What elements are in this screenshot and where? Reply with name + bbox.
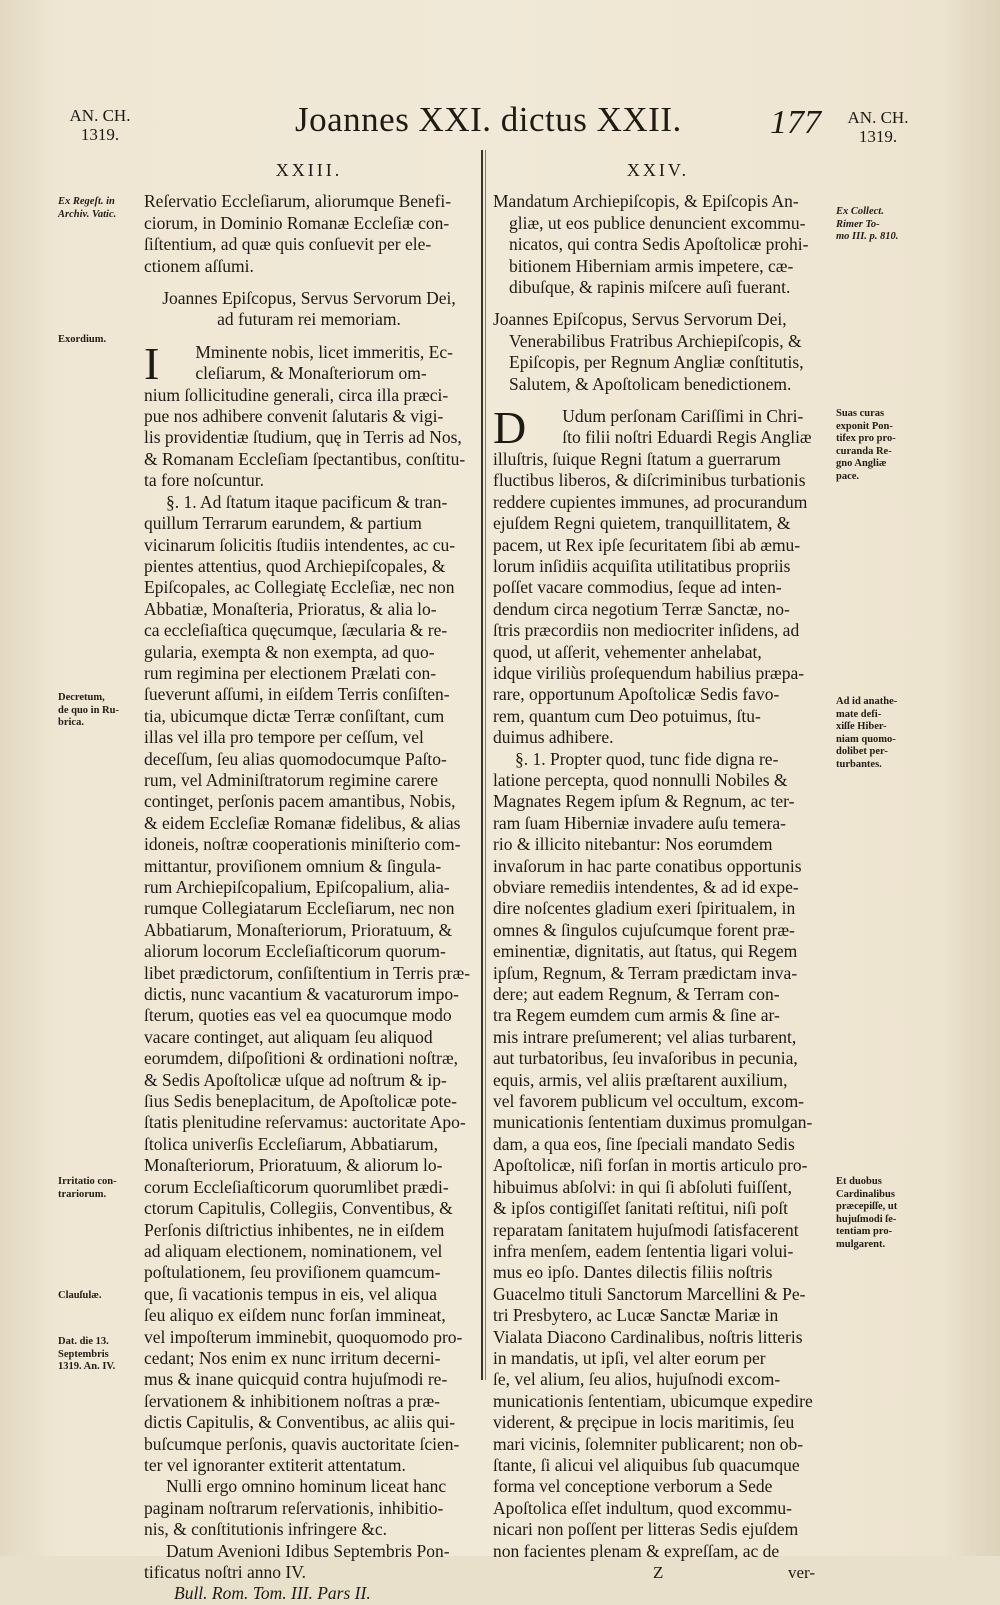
body-line: dire noſcentes gladium exeri ſpiritualem, in <box>493 898 796 919</box>
margin-note-line: Suas curas <box>836 408 885 419</box>
body-line: libet prædictorum, conſiſtentium in Terris præ- <box>144 962 471 983</box>
body-line: & Sedis Apoſtolicæ uſque ad noſtrum & ip- <box>144 1069 447 1090</box>
body-line: rum Archiepiſcopalium, Epiſcopalium, alia- <box>144 877 450 897</box>
summary-line: dibuſque, & rapinis miſcere auſi fuerant. <box>509 277 791 298</box>
margin-note-line: Decretum, <box>58 692 105 703</box>
margin-note-line: curanda Re- <box>836 445 892 457</box>
body-line: lorum inſidiis acquiſita utilitatibus propriis <box>493 555 791 576</box>
margin-note-line: mo III. p. 810. <box>836 231 899 242</box>
body-line: vel impoſterum imminebit, quoquomodo pro- <box>144 1326 463 1347</box>
margin-note-line: dolibet per- <box>836 746 888 757</box>
summary-line: gliæ, ut eos publice denuncient excommu- <box>509 212 806 233</box>
body-line: Guacelmo tituli Sanctorum Marcellini & Pe- <box>493 1283 806 1304</box>
margin-note-line: mulgarent. <box>836 1238 886 1250</box>
summary-right <box>493 191 823 298</box>
body-line: Perſonis diſtrictius inhibentes, ne in eiſdem <box>144 1219 445 1240</box>
margin-note-source-left <box>58 196 140 221</box>
body-line: latione percepta, quod nonnulli Nobiles & <box>493 769 788 790</box>
body-line: ſtolica univerſis Eccleſiarum, Abbatiarum, <box>144 1133 439 1154</box>
body-line: idque viriliùs proſequendum habilius præpa- <box>493 662 805 683</box>
body-line: hibuimus abſolvi: in qui ſi abſoluti fuiſſent, <box>493 1176 792 1197</box>
margin-note-line: Archiv. Vatic. <box>58 208 117 220</box>
margin-note-anathema <box>836 696 936 771</box>
margin-note-line: Ad id anathe- <box>836 696 898 707</box>
body-line: dam, a qua eos, ſine ſpeciali mandato Sedis <box>493 1133 795 1154</box>
summary-line: ſiſtentium, ad quæ quis conſuevit per ele- <box>144 234 432 255</box>
body-line: omnes & ſingulos cujuſcumque forent præ- <box>493 919 795 940</box>
summary-line: Reſervatio Eccleſiarum, aliorumque Benefi- <box>144 191 452 212</box>
margin-note-pax <box>836 408 936 483</box>
header-year-value-left: 1319. <box>80 125 120 144</box>
header-year-value-right: 1319. <box>858 127 898 146</box>
body-line: Abbatiarum, Monaſteriorum, Prioratuum, & <box>144 919 453 940</box>
section-number-right: XXIV. <box>626 160 690 180</box>
margin-note-line: turbantes. <box>836 758 882 770</box>
body-line: cleſiarum, & Monaſteriorum om- <box>195 363 427 384</box>
body-line: Mminente nobis, licet immeritis, Ec- <box>195 341 453 362</box>
body-line: lis providentiæ ſtudium, quę in Terris ad Nos, <box>144 427 462 448</box>
running-title: Joannes XXI. dictus XXII. <box>295 100 682 139</box>
body-line: ctorum Capitulis, Collegiis, Conventibus, & <box>144 1198 453 1219</box>
body-line: obviare remediis intendentes, & ad id expe- <box>493 877 799 897</box>
body-right <box>493 402 823 1562</box>
summary-line: ctionem aſſumi. <box>144 255 254 276</box>
body-line: Udum perſonam Cariſſimi in Chri- <box>562 406 804 427</box>
body-line: nium ſollicitudine generali, circa illa præci- <box>144 384 449 405</box>
margin-note-line: brica. <box>58 717 84 728</box>
body-line: vacare continget, aut aliquam ſeu aliquod <box>144 1026 433 1047</box>
body-line: ſtris præcordiis non mediocriter inſidens, ad <box>493 620 800 641</box>
body-line: pientes attentius, quod Archiepiſcopales, & <box>144 555 446 576</box>
section-number-left: XXIII. <box>275 160 343 180</box>
margin-note-line: Septembris <box>58 1348 109 1360</box>
dropcap-right: D <box>493 402 527 454</box>
body-line: Datum Avenioni Idibus Septembris Pon- <box>166 1540 450 1561</box>
margin-note-irritatio <box>58 1176 140 1201</box>
body-line: Nulli ergo omnino hominum liceat hanc <box>166 1476 447 1497</box>
column-rule-right <box>485 150 486 1380</box>
margin-note-line: xiſſe Hiber- <box>836 721 887 732</box>
body-line: mari vicinis, ſolemniter publicarent; non ob- <box>493 1433 804 1454</box>
salutation-line: ad futuram rei memoriam. <box>217 309 401 330</box>
header-year-left <box>55 106 145 144</box>
body-line: rare, opportunum Apoſtolicæ Sedis favo- <box>493 684 780 705</box>
salutation-line: Salutem, & Apoſtolicam benedictionem. <box>509 373 792 394</box>
body-line: municationis ſententiam, ubicumque expedire <box>493 1390 813 1411</box>
margin-note-line: Dat. die 13. <box>58 1336 109 1347</box>
margin-note-date <box>58 1336 140 1374</box>
summary-line: bitionem Hiberniam armis impetere, cæ- <box>509 255 794 276</box>
body-line: que, ſi vacationis tempus in eis, vel aliqua <box>144 1283 438 1304</box>
body-line: mittantur, proviſionem omnium & ſingula- <box>144 855 442 876</box>
margin-note-exordium <box>58 334 140 347</box>
summary-line: Mandatum Archiepiſcopis, & Epiſcopis An- <box>493 191 799 212</box>
margin-note-line: Clauſulæ. <box>58 1290 102 1301</box>
salutation-line: Epiſcopis, per Regnum Angliæ conſtitutis, <box>509 352 804 373</box>
body-line: ta fore noſcuntur. <box>144 470 265 491</box>
dropcap-left: I <box>144 337 160 389</box>
margin-note-line: Ex Collect. <box>836 206 884 217</box>
page-footer-right <box>493 1562 823 1584</box>
margin-note-line: mate defi- <box>836 708 882 720</box>
body-line: mis intrare preſumerent; vel alias turbarent, <box>493 1026 797 1047</box>
body-line: dictis, nunc vacantium & vacaturorum impo- <box>144 984 459 1005</box>
body-line: municationis ſententiam duximus promulgan- <box>493 1112 813 1133</box>
body-line: Apoſtolica eſſet indultum, quod excommu- <box>493 1497 792 1518</box>
body-line: §. 1. Ad ſtatum itaque pacificum & tran- <box>166 491 448 512</box>
margin-note-decretum <box>58 692 140 730</box>
body-line: paginam noſtrarum reſervationis, inhibitio- <box>144 1497 444 1518</box>
margin-note-line: trariorum. <box>58 1188 107 1200</box>
body-line: Vialata Diacono Cardinalibus, noſtris litteris <box>493 1326 803 1347</box>
header-an-label-right: AN. CH. <box>847 108 909 127</box>
body-line: ſterum, quoties eas vel ea quocumque modo <box>144 1005 452 1026</box>
body-line: eorumdem, diſpoſitioni & ordinationi noſtræ, <box>144 1048 459 1069</box>
body-line: tia, ubicumque dictæ Terræ conſiſtant, cum <box>144 705 445 726</box>
summary-line: ciorum, in Dominio Romanæ Eccleſiæ con- <box>144 212 450 233</box>
body-line: Monaſteriorum, Prioratuum, & aliorum lo- <box>144 1155 443 1176</box>
salutation-left <box>144 288 474 331</box>
margin-note-cardinales <box>836 1176 936 1251</box>
body-line: Abbatiæ, Monaſteria, Prioratus, & alia lo- <box>144 598 437 619</box>
header-year-right <box>828 108 928 146</box>
body-line: eminentiæ, dignitatis, aut ſtatus, qui Regem <box>493 941 798 962</box>
body-line: cedant; Nos enim ex nunc irritum decerni- <box>144 1347 441 1368</box>
right-column <box>493 160 823 1584</box>
body-line: Magnates Regem ipſum & Regnum, ac ter- <box>493 791 795 812</box>
body-left <box>144 337 474 1584</box>
body-line: illuſtris, ſuique Regni ſtatum a guerrarum <box>493 448 781 469</box>
source-left: Bull. Rom. Tom. III. Pars II. <box>174 1583 371 1604</box>
body-line: ſueverunt aſſumi, in eiſdem Terris conſiſten- <box>144 684 450 705</box>
margin-note-line: Ex Regeſt. in <box>58 196 115 207</box>
body-line: illas vel illa pro tempore per ceſſum, vel <box>144 727 424 748</box>
margin-note-line: præcepiſſe, ut <box>836 1201 898 1212</box>
body-line: ter vel ignoranter extiterit attentatum. <box>144 1454 406 1475</box>
body-line: deceſſum, ſeu alias quomodocumque Paſto- <box>144 748 447 769</box>
body-line: ad aliquam electionem, nominationem, vel <box>144 1240 443 1261</box>
body-line: Epiſcopales, ac Collegiatę Eccleſiæ, nec non <box>144 577 455 598</box>
margin-note-line: de quo in Ru- <box>58 704 119 716</box>
margin-note-line: Cardinalibus <box>836 1188 895 1200</box>
body-line: quillum Terrarum earundem, & partium <box>144 513 422 534</box>
body-line: non facientes plenam & expreſſam, ac de <box>493 1540 780 1561</box>
page-number: 177 <box>770 104 821 141</box>
summary-line: nicatos, qui contra Sedis Apoſtolicæ prohi- <box>509 234 809 255</box>
body-line: invaſorum in hac parte conatibus opportunis <box>493 855 802 876</box>
margin-note-line: Irritatio con- <box>58 1176 117 1187</box>
body-line: in mandatis, ut ipſi, vel alter eorum per <box>493 1347 766 1368</box>
body-line: ſius Sedis beneplacitum, de Apoſtolicæ pote- <box>144 1091 458 1112</box>
body-line: ipſum, Regnum, & Terram prædictam inva- <box>493 962 798 983</box>
body-line: mus eo ipſo. Dantes dilectis filiis noſtris <box>493 1262 773 1283</box>
margin-note-line: Exordium. <box>58 334 107 345</box>
body-line: corum Eccleſiaſticorum quorumlibet prædi- <box>144 1176 449 1197</box>
margin-note-line: Rimer To- <box>836 218 880 230</box>
body-line: §. 1. Propter quod, tunc fide digna re- <box>515 748 779 769</box>
margin-note-line: niam quomo- <box>836 733 896 745</box>
body-line: ſervationem & inhibitionem noſtras a præ- <box>144 1390 440 1411</box>
body-line: buſcumque perſonis, quavis auctoritate ſcien- <box>144 1433 460 1454</box>
catchword: ver- <box>788 1563 816 1582</box>
body-line: ſto filii noſtri Eduardi Regis Angliæ <box>562 427 812 448</box>
body-line: dere; aut eadem Regnum, & Terram con- <box>493 984 780 1005</box>
margin-note-line: exponit Pon- <box>836 420 893 432</box>
body-line: fluctibus liberos, & diſcriminibus turbationis <box>493 470 806 491</box>
body-line: reddere cupientes immunes, ad procurandum <box>493 491 808 512</box>
body-line: quod, ut aſſerit, vehementer anhelabat, <box>493 641 762 662</box>
margin-note-line: 1319. An. IV. <box>58 1361 116 1372</box>
body-line: ſe, vel alium, ſeu alios, hujuſnodi excom- <box>493 1369 781 1390</box>
body-line: rum, vel Adminiſtratorum regimine carere <box>144 769 438 790</box>
body-line: dictis Capitulis, & Conventibus, ac aliis qui- <box>144 1412 456 1433</box>
body-line: rum regimina per electionem Prælati con- <box>144 662 437 683</box>
margin-note-clausulae <box>58 1290 140 1303</box>
salutation-right <box>493 309 823 395</box>
column-rule-left <box>481 150 483 1380</box>
body-line: tra Regem eumdem cum armis & ſine ar- <box>493 1005 780 1026</box>
salutation-line: Joannes Epiſcopus, Servus Servorum Dei, <box>162 288 456 309</box>
body-line: continget, perſonis pacem amantibus, Nobis, <box>144 791 456 812</box>
summary-left <box>144 191 474 277</box>
body-line: & ipſos contigiſſet ſanitati reſtitui, niſi poſt <box>493 1198 789 1219</box>
body-line: dendum circa negotium Terræ Sanctæ, no- <box>493 598 790 619</box>
body-line: & Romanam Eccleſiam ſpectantibus, conſtitu- <box>144 448 466 469</box>
body-line: duimus adhibere. <box>493 727 614 748</box>
body-line: infra menſem, eadem ſententia ligari volui- <box>493 1240 794 1261</box>
body-line: nis, & conſtitutionis infringere &c. <box>144 1519 388 1540</box>
body-line: mus & inane quicquid contra hujuſmodi re- <box>144 1369 448 1390</box>
body-line: & eidem Eccleſiæ Romanæ fidelibus, & alias <box>144 812 461 833</box>
body-line: Apoſtolicæ, niſi forſan in mortis articulo pro- <box>493 1155 808 1176</box>
body-line: idoneis, noſtræ cooperationis miniſterio com- <box>144 834 461 855</box>
body-line: nicari non poſſent per litteras Sedis ejuſdem <box>493 1519 799 1540</box>
salutation-line: Joannes Epiſcopus, Servus Servorum Dei, <box>493 309 787 330</box>
body-line: ca eccleſiaſtica quęcumque, ſæcularia & re- <box>144 620 448 641</box>
margin-note-source-right <box>836 206 936 244</box>
body-line: poſſet vacare commodius, ſeque ad inten- <box>493 577 782 598</box>
margin-note-line: pace. <box>836 470 860 482</box>
margin-note-line: gno Angliæ <box>836 458 887 469</box>
body-line: aut turbatoribus, ſeu invaſoribus in pecunia, <box>493 1048 798 1069</box>
body-line: rumque Collegiatarum Eccleſiarum, nec non <box>144 898 455 919</box>
body-line: pacem, ut Rex ipſe ſecuritatem ſibi ab æmu- <box>493 534 801 555</box>
body-line: ejuſdem Regni quietem, tranquillitatem, & <box>493 513 791 534</box>
body-line: ram ſuam Hiberniæ invadere auſu temera- <box>493 812 787 833</box>
body-line: vel favorem publicum vel occultum, excom- <box>493 1091 805 1112</box>
body-line: gularia, exempta & non exempta, ad quo- <box>144 641 435 662</box>
margin-note-line: tentiam pro- <box>836 1226 893 1237</box>
body-line: rem, quantum cum Deo potuimus, ſtu- <box>493 705 761 726</box>
left-column <box>144 160 474 1605</box>
body-line: aliorum locorum Eccleſiaſticorum quorum- <box>144 941 446 962</box>
margin-note-line: hujuſmodi ſe- <box>836 1213 897 1225</box>
body-line: tificatus noſtri anno IV. <box>144 1562 307 1582</box>
header-an-label-left: AN. CH. <box>69 106 131 125</box>
salutation-line: Venerabilibus Fratribus Archiepiſcopis, & <box>509 330 802 351</box>
body-line: tri Presbytero, ac Lucæ Sanctæ Mariæ in <box>493 1305 779 1326</box>
body-line: ſtatis plenitudine reſervamus: auctoritate Apo- <box>144 1112 466 1133</box>
body-line: rio & illicito nitebantur: Nos eorumdem <box>493 834 773 855</box>
body-line: viderent, & pręcipue in locis maritimis, ſeu <box>493 1412 795 1433</box>
signature-mark: Z <box>653 1563 664 1582</box>
margin-note-line: tifex pro pro- <box>836 433 896 444</box>
body-line: ſtante, ſi alicui vel aliquibus ſub quacumque <box>493 1454 800 1475</box>
body-line: poſtulationem, ſeu proviſionem quamcum- <box>144 1262 441 1283</box>
body-line: reparatam ſanitatem hujuſmodi ſatisfacerent <box>493 1219 799 1240</box>
body-line: forma vel conceptione verborum a Sede <box>493 1476 773 1497</box>
body-line: equis, armis, vel aliis præſtarent auxilium, <box>493 1069 788 1090</box>
body-line: pue nos adhibere convenit ſalutaris & vigi- <box>144 406 444 427</box>
margin-note-line: Et duobus <box>836 1176 882 1187</box>
body-line: ſeu aliquo ex eiſdem nunc forſan immineat, <box>144 1305 446 1326</box>
body-line: vicinarum ſolicitis ſtudiis intendentes, ac cu- <box>144 534 456 555</box>
